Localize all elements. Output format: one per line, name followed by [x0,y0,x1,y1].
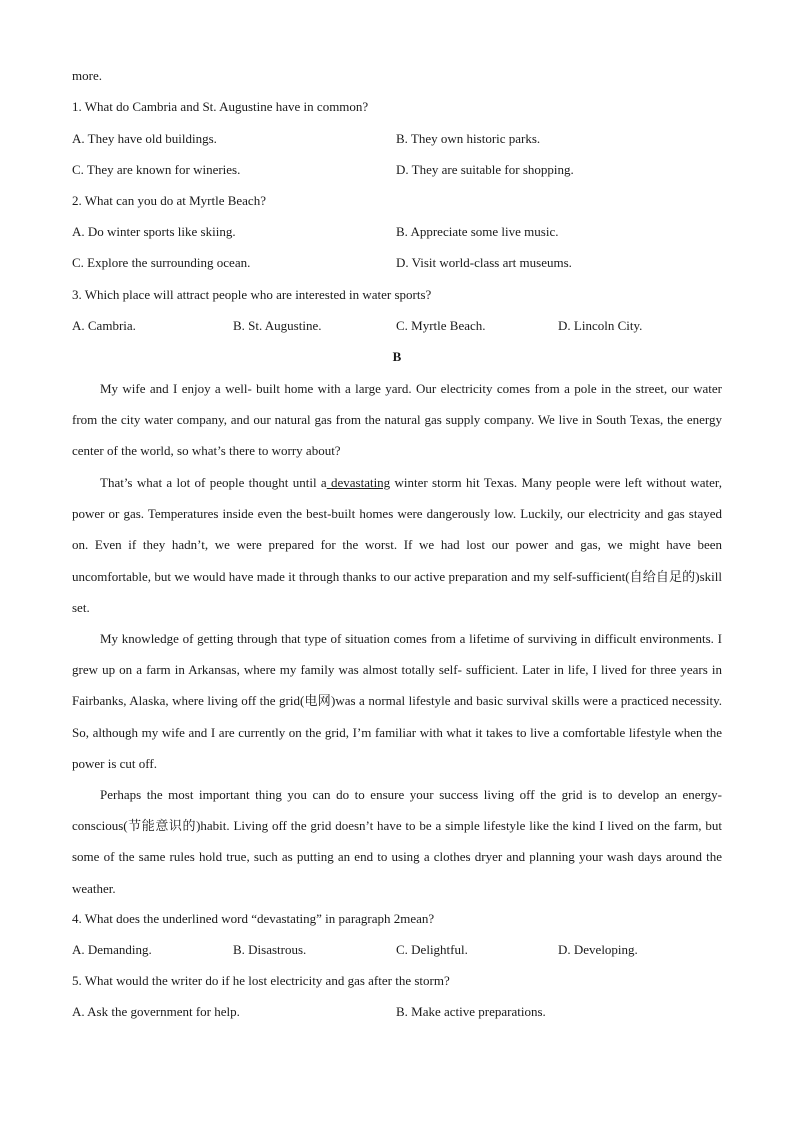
question-4-stem: 4. What does the underlined word “devastating” in paragraph 2mean? [72,911,435,926]
q3-option-a: A. Cambria. [72,318,136,333]
passage-paragraph-2 [72,467,722,623]
q4-option-b: B. Disastrous. [233,942,307,957]
q1-option-b: B. They own historic parks. [396,131,541,146]
question-3-stem: 3. Which place will attract people who are interested in water sports? [72,287,432,302]
passage-paragraph-3: My knowledge of getting through that type of situation comes from a lifetime of surviving in difficult environments. I grew up on a farm in Arkansas, where my family was almost totally self- sufficient. Later in life, I lived for three years in Fairbanks, Alaska, where living off the grid(电网)was a normal lifestyle and basic survival skills were a practiced necessity. So, although my wife and I are currently on the grid, I’m familiar with what it takes to live a comfortable lifestyle when the power is cut off. [72,631,722,771]
underlined-word-devastating: devastating [326,475,391,490]
passage-paragraph-1: My wife and I enjoy a well- built home with a large yard. Our electricity comes from a pole in the street, our water from the city water company, and our natural gas from the natural gas supply company. We live in South Texas, the energy center of the world, so what’s there to worry about? [72,381,722,459]
question-5-stem: 5. What would the writer do if he lost electricity and gas after the storm? [72,973,450,988]
q1-option-d: D. They are suitable for shopping. [396,162,574,177]
q4-option-d: D. Developing. [558,942,638,957]
q1-option-a: A. They have old buildings. [72,131,217,146]
q3-option-b: B. St. Augustine. [233,318,322,333]
q2-option-c: C. Explore the surrounding ocean. [72,255,251,270]
q3-option-c: C. Myrtle Beach. [396,318,486,333]
q5-option-a: A. Ask the government for help. [72,1004,240,1019]
p2-text-after: winter storm hit Texas. Many people were left without water, power or gas. Temperatures inside even the best-built homes were dangerously low. Luckily, our electricity and gas stayed on. Even if they hadn’t, we were prepared for the worst. If we had lost our power and gas, we might have been uncomfortable, but we would have made it through thanks to our active preparation and my self-sufficient(自给自足的)skill set. [72,475,722,615]
q1-option-c: C. They are known for wineries. [72,162,241,177]
question-1-stem: 1. What do Cambria and St. Augustine have in common? [72,99,369,114]
p2-text-before: That’s what a lot of people thought until a [100,475,327,490]
q2-option-b: B. Appreciate some live music. [396,224,559,239]
passage-paragraph-4: Perhaps the most important thing you can do to ensure your success living off the grid is to develop an energy-conscious(节能意识的)habit. Living off the grid doesn’t have to be a simple lifestyle like the kind I lived on the farm, but some of the same rules hold true, such as putting an end to using a clothes dryer and planning your wash days around the weather. [72,787,722,896]
q2-option-d: D. Visit world-class art museums. [396,255,572,270]
q2-option-a: A. Do winter sports like skiing. [72,224,236,239]
q5-option-b: B. Make active preparations. [396,1004,546,1019]
q3-option-d: D. Lincoln City. [558,318,643,333]
question-2-stem: 2. What can you do at Myrtle Beach? [72,193,266,208]
q4-option-a: A. Demanding. [72,942,152,957]
q4-option-c: C. Delightful. [396,942,468,957]
intro-tail: more. [72,68,102,83]
section-b-heading: B [392,349,402,364]
